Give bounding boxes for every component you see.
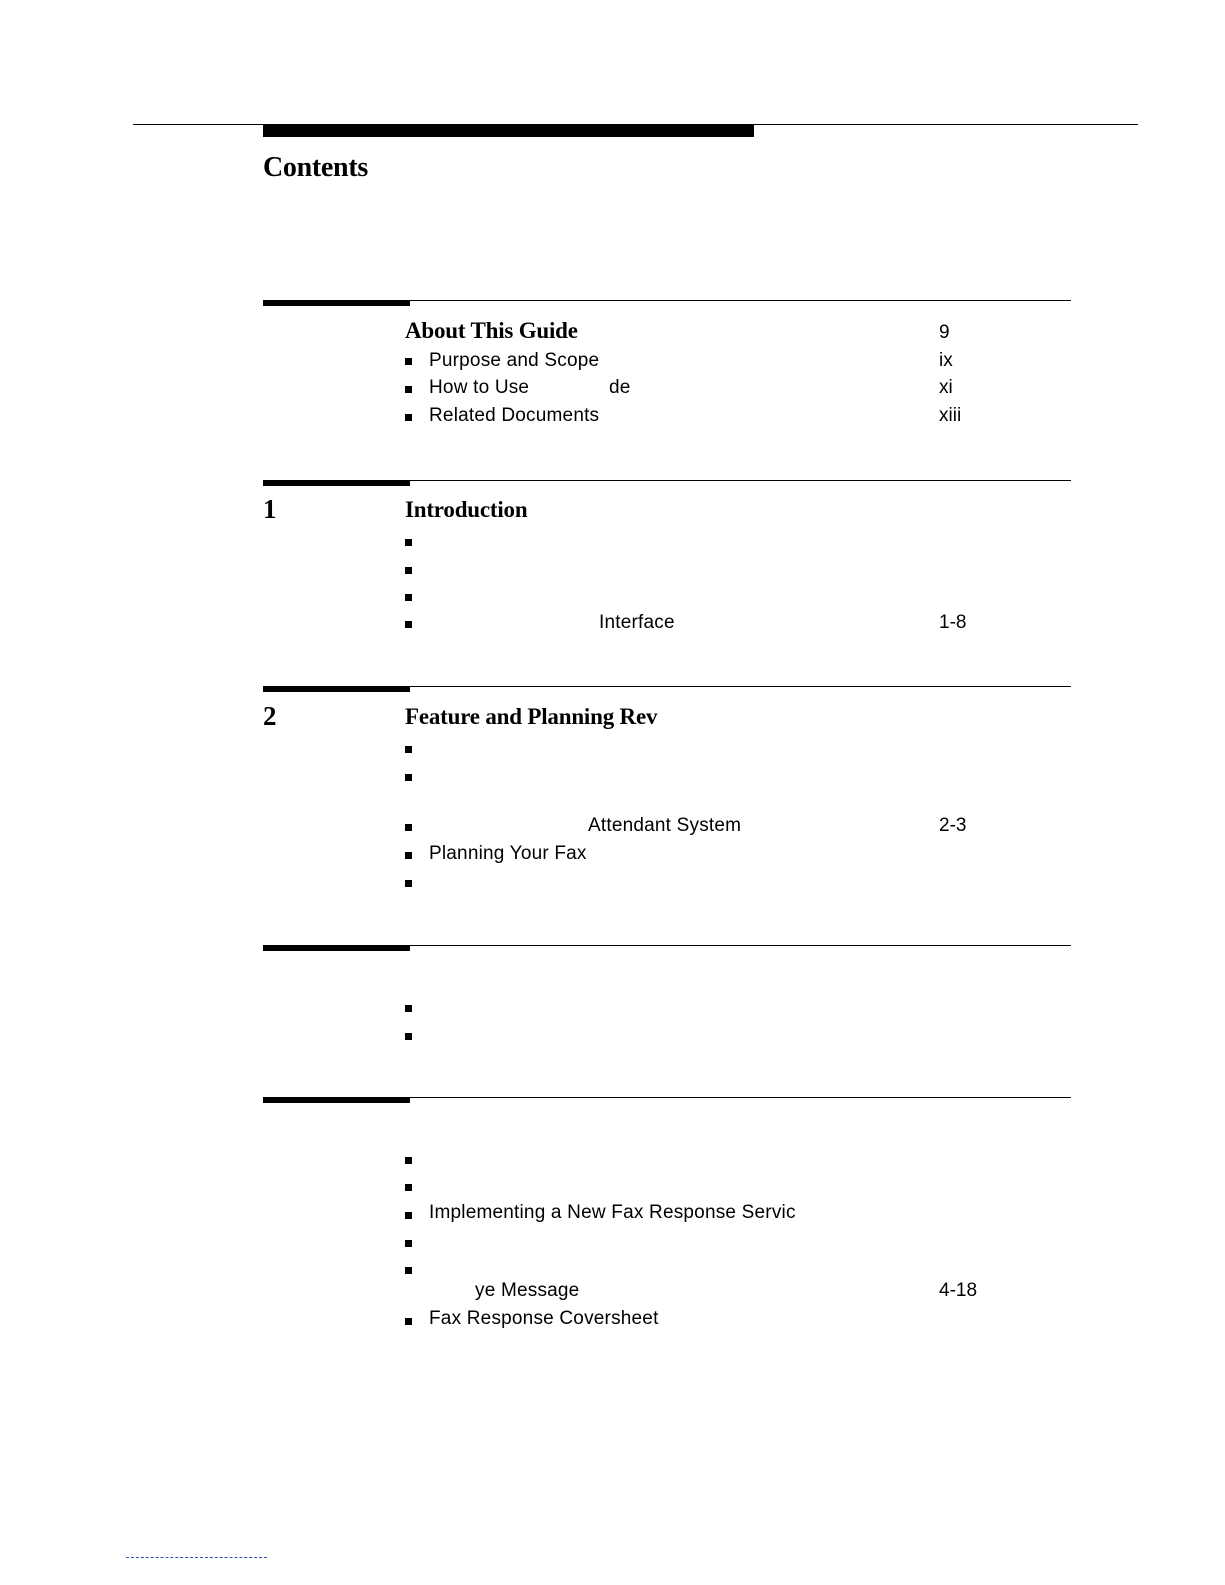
header-bar xyxy=(263,124,754,137)
toc-page-message: 4-18 xyxy=(939,1280,978,1301)
toc-page-interface: 1-8 xyxy=(939,612,967,633)
bullet-icon xyxy=(405,594,412,601)
bullet-icon xyxy=(405,1212,412,1219)
toc-entry-implementing-fax: Implementing a New Fax Response Servic xyxy=(429,1202,796,1223)
section-bar-ch1 xyxy=(263,480,410,486)
toc-page-purpose: ix xyxy=(939,350,953,371)
bullet-icon xyxy=(405,852,412,859)
chapter-number-2: 2 xyxy=(263,701,277,731)
chapter-number-1: 1 xyxy=(263,494,277,524)
chapter-title-1: Introduction xyxy=(405,497,528,522)
section-bar-about xyxy=(263,300,410,306)
bullet-icon xyxy=(405,1005,412,1012)
section-bar-ch2 xyxy=(263,686,410,692)
bullet-icon xyxy=(405,824,412,831)
bullet-icon xyxy=(405,621,412,628)
bullet-icon xyxy=(405,1157,412,1164)
page-title: Contents xyxy=(263,152,368,183)
bullet-icon xyxy=(405,1033,412,1040)
toc-entry-fax-coversheet: Fax Response Coversheet xyxy=(429,1308,659,1329)
toc-entry-attendant-system: Attendant System xyxy=(588,815,742,836)
toc-entry-how-to-use-fragment: de xyxy=(609,377,631,398)
bullet-icon xyxy=(405,414,412,421)
section-title-about: About This Guide xyxy=(405,318,578,343)
bullet-icon xyxy=(405,774,412,781)
toc-entry-interface: Interface xyxy=(599,612,675,633)
toc-entry-message: ye Message xyxy=(475,1280,580,1301)
toc-entry-purpose: Purpose and Scope xyxy=(429,350,600,371)
toc-page-attendant-system: 2-3 xyxy=(939,815,967,836)
section-bar-ch4 xyxy=(263,1097,410,1103)
bullet-icon xyxy=(405,386,412,393)
toc-entry-planning-fax: Planning Your Fax xyxy=(429,843,587,864)
bullet-icon xyxy=(405,358,412,365)
section-page-about: 9 xyxy=(939,322,950,343)
toc-page-related-docs: xiii xyxy=(939,405,962,426)
bullet-icon xyxy=(405,1184,412,1191)
section-bar-ch3 xyxy=(263,945,410,951)
bullet-icon xyxy=(405,1240,412,1247)
bullet-icon xyxy=(405,539,412,546)
footer-link[interactable] xyxy=(126,1557,267,1559)
bullet-icon xyxy=(405,746,412,753)
bullet-icon xyxy=(405,1318,412,1325)
bullet-icon xyxy=(405,1267,412,1274)
bullet-icon xyxy=(405,880,412,887)
bullet-icon xyxy=(405,567,412,574)
chapter-title-2: Feature and Planning Rev xyxy=(405,704,658,729)
toc-entry-how-to-use: How to Use xyxy=(429,377,530,398)
toc-page-how-to-use: xi xyxy=(939,377,953,398)
toc-entry-related-docs: Related Documents xyxy=(429,405,600,426)
